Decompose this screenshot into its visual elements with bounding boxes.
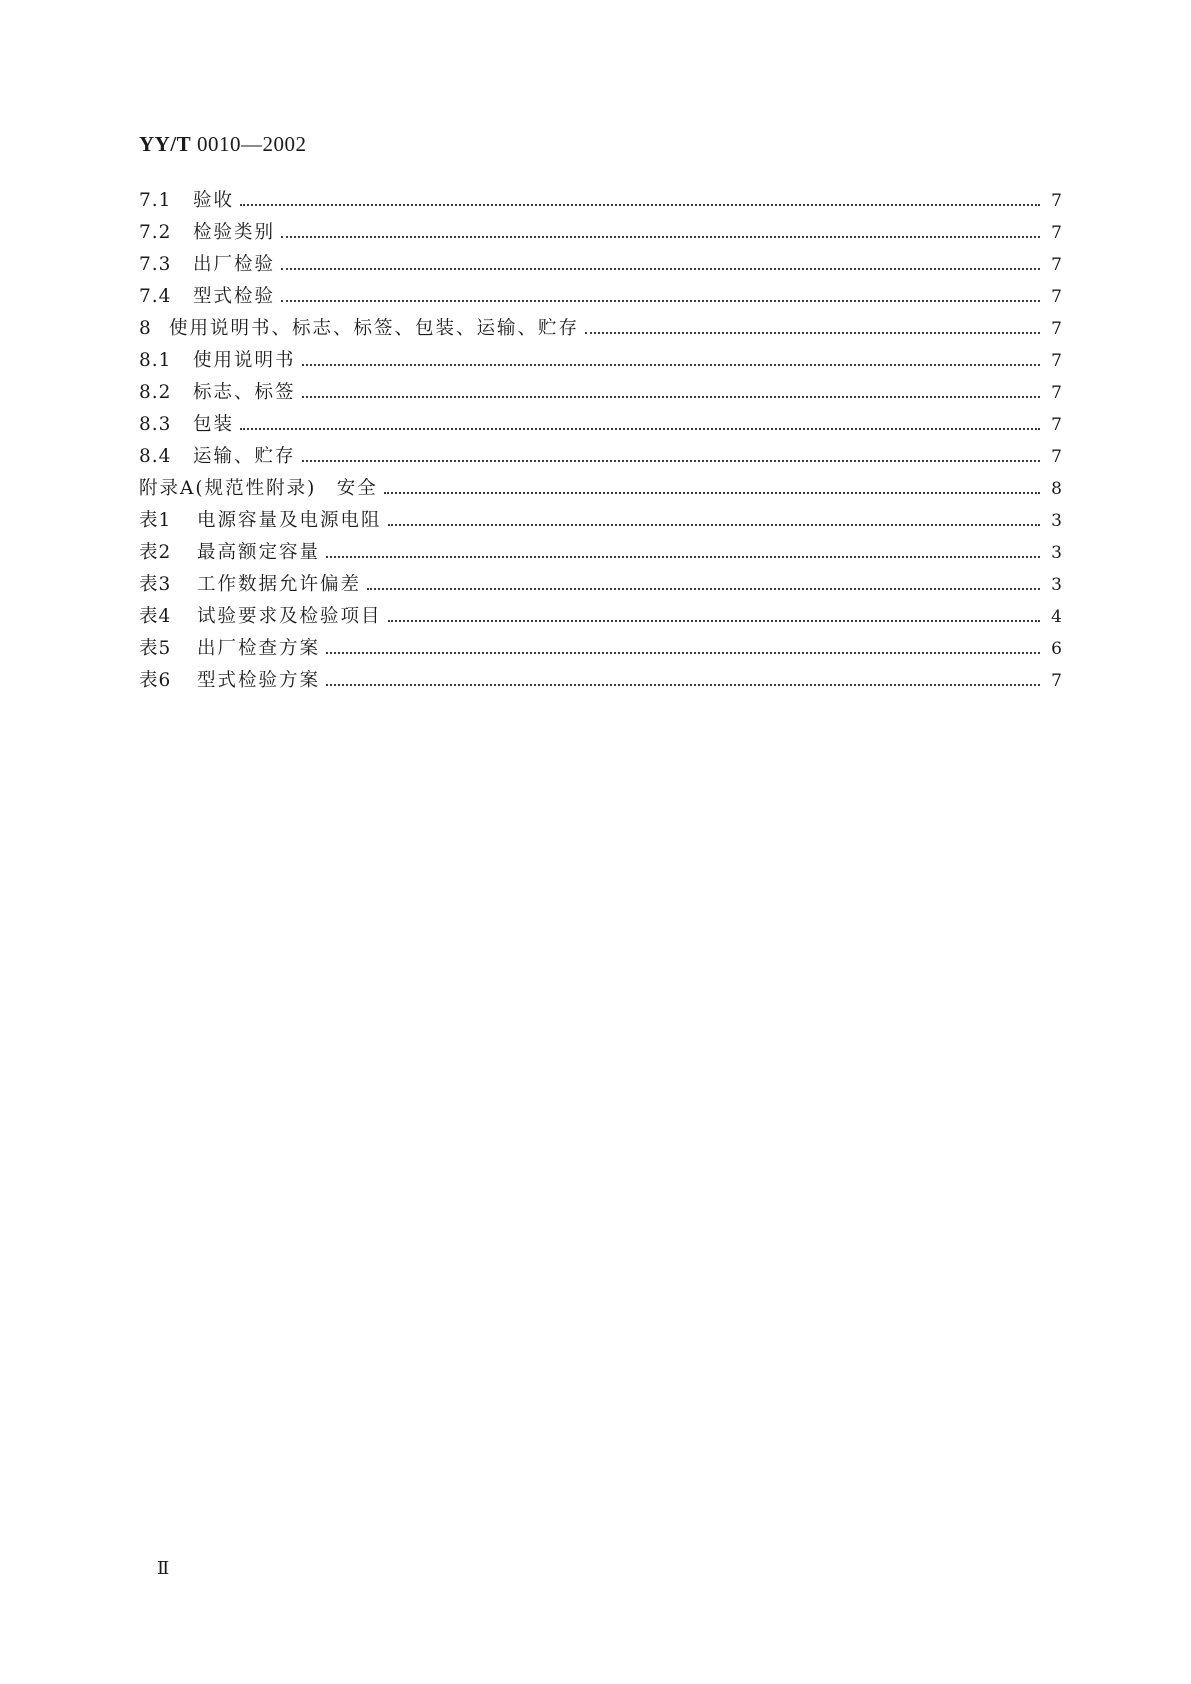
toc-entry[interactable]: [139, 602, 1062, 634]
toc-dot-leader: [388, 620, 1040, 622]
toc-entry[interactable]: [139, 346, 1062, 378]
toc-entry-page: 7: [1051, 255, 1062, 275]
toc-entry-number: 8.3: [139, 414, 172, 435]
toc-dot-leader: [302, 364, 1040, 366]
toc-entry[interactable]: [139, 474, 1062, 506]
toc-entry-title: 最高额定容量: [197, 542, 321, 563]
toc-dot-leader: [302, 396, 1040, 398]
toc-dot-leader: [384, 492, 1040, 494]
toc-entry-title: 工作数据允许偏差: [197, 574, 362, 595]
toc-entry[interactable]: [139, 666, 1062, 698]
toc-entry-page: 8: [1051, 479, 1062, 499]
toc-entry-title: 运输、贮存: [193, 446, 296, 467]
toc-dot-leader: [585, 332, 1040, 334]
toc-entry-page: 7: [1051, 671, 1062, 691]
toc-entry-page: 7: [1051, 223, 1062, 243]
toc-entry-title: 使用说明书: [193, 350, 296, 371]
toc-entry-page: 7: [1051, 319, 1062, 339]
toc-entry-number: 表5: [139, 638, 172, 659]
toc-entry-title: 附录A(规范性附录) 安全: [139, 478, 378, 499]
toc-entry[interactable]: [139, 218, 1062, 250]
toc-dot-leader: [281, 300, 1040, 302]
toc-entry-number: 7.2: [139, 222, 172, 243]
standard-code-number: 0010—2002: [196, 132, 307, 156]
toc-entry-page: 6: [1051, 639, 1062, 659]
toc-entry-number: 8.1: [139, 350, 172, 371]
toc-entry-number: 7.3: [139, 254, 172, 275]
toc-entry-page: 7: [1051, 351, 1062, 371]
toc-entry-title: 使用说明书、标志、标签、包装、运输、贮存: [169, 318, 580, 339]
toc-dot-leader: [326, 556, 1040, 558]
toc-entry-title: 试验要求及检验项目: [197, 606, 382, 627]
toc-entry[interactable]: [139, 410, 1062, 442]
toc-entry-page: 7: [1051, 447, 1062, 467]
toc-entry-page: 7: [1051, 415, 1062, 435]
toc-entry[interactable]: [139, 634, 1062, 666]
toc-entry[interactable]: [139, 186, 1062, 218]
toc-dot-leader: [367, 588, 1040, 590]
toc-entry[interactable]: [139, 314, 1062, 346]
toc-entry-number: 表1: [139, 510, 172, 531]
toc-dot-leader: [302, 460, 1040, 462]
toc-dot-leader: [281, 236, 1040, 238]
toc-dot-leader: [326, 652, 1040, 654]
toc-entry-title: 电源容量及电源电阻: [197, 510, 382, 531]
toc-entry[interactable]: [139, 506, 1062, 538]
standard-code-prefix: YY/T: [139, 132, 192, 156]
toc-entry-title: 型式检验: [193, 286, 276, 307]
page-folio: Ⅱ: [157, 1558, 170, 1578]
toc-dot-leader: [240, 428, 1040, 430]
table-of-contents: [139, 186, 1062, 698]
toc-entry-page: 4: [1051, 607, 1062, 627]
toc-entry-number: 8: [139, 318, 152, 339]
toc-entry-title: 检验类别: [193, 222, 276, 243]
toc-entry-title: 出厂检查方案: [197, 638, 321, 659]
toc-entry[interactable]: [139, 378, 1062, 410]
toc-entry[interactable]: [139, 282, 1062, 314]
toc-entry-page: 7: [1051, 191, 1062, 211]
toc-entry[interactable]: [139, 442, 1062, 474]
toc-entry-title: 包装: [193, 414, 235, 435]
toc-entry-number: 8.4: [139, 446, 172, 467]
toc-entry-number: 表2: [139, 542, 172, 563]
toc-entry-page: 7: [1051, 383, 1062, 403]
toc-entry-number: 表4: [139, 606, 172, 627]
toc-entry-title: 型式检验方案: [197, 670, 321, 691]
toc-entry[interactable]: [139, 570, 1062, 602]
toc-entry-title: 标志、标签: [193, 382, 296, 403]
toc-entry-number: 7.4: [139, 286, 172, 307]
standard-code: [139, 132, 306, 157]
toc-dot-leader: [281, 268, 1040, 270]
toc-dot-leader: [326, 684, 1040, 686]
toc-entry-title: 出厂检验: [193, 254, 276, 275]
toc-entry-number: 8.2: [139, 382, 172, 403]
toc-entry-page: 3: [1051, 543, 1062, 563]
toc-entry[interactable]: [139, 250, 1062, 282]
toc-entry-number: 表3: [139, 574, 172, 595]
toc-dot-leader: [240, 204, 1040, 206]
toc-entry[interactable]: [139, 538, 1062, 570]
toc-entry-page: 7: [1051, 287, 1062, 307]
toc-entry-title: 验收: [193, 190, 235, 211]
toc-entry-page: 3: [1051, 511, 1062, 531]
toc-dot-leader: [388, 524, 1040, 526]
toc-entry-number: 表6: [139, 670, 172, 691]
toc-entry-number: 7.1: [139, 190, 172, 211]
toc-entry-page: 3: [1051, 575, 1062, 595]
